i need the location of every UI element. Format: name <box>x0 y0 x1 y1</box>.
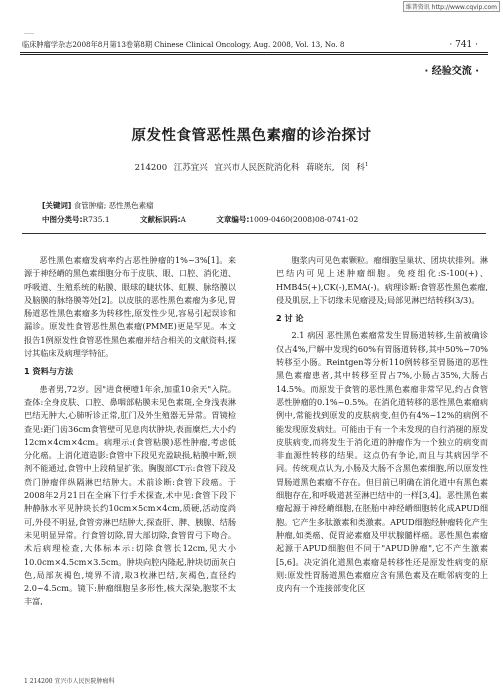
left-column <box>24 254 236 609</box>
header-rule <box>20 52 488 53</box>
author-affiliation: 214200 江苏宜兴 宜兴市人民医院消化科 蒋晓东, 闵 科 <box>134 163 365 173</box>
abstract-divider <box>22 233 486 234</box>
right-column <box>276 254 488 595</box>
keywords-text: 食管肿瘤; 恶性黑色素瘤 <box>73 201 154 210</box>
section-label: · 经验交流 · <box>424 66 479 77</box>
doc-code-value: A <box>180 215 186 224</box>
article-title: 原发性食管恶性黑色素瘤的诊治探讨 <box>131 128 372 144</box>
article-id-value: 1009-0460(2008)08-0741-02 <box>249 215 359 224</box>
section-heading-discussion: 2 讨 论 <box>276 313 304 324</box>
author-footnote: 1 214200 宜兴市人民医院肿瘤科 <box>24 678 115 685</box>
classification-line <box>42 214 386 225</box>
intro-paragraph: 恶性黑色素瘤发病率约占恶性肿瘤的1%~3%[1]。来源于神经嵴的黑色素细胞分布于皮肤、眼、口腔、消化道、呼吸道、生殖系统的粘膜、眼球的睫状体、虹膜、脉络膜以及脑膜的脉络膜等处[2]。以皮肤的恶性黑色素瘤为多见,胃肠道恶性黑色素瘤多为转移性,原发性少见,容易引起误诊和漏诊。原发性食管恶性黑色素瘤(PMME)更是罕见。本文报告1例原发性食管恶性黑色素瘤并结合相关的文献资料,探讨其临床及病理学特征。 <box>24 255 236 359</box>
crop-mark <box>24 33 34 34</box>
keywords-label: [关键词] <box>42 201 72 210</box>
clc-value: R735.1 <box>82 215 110 224</box>
pathology-paragraph: 胞浆内可见色素颗粒。瘤细胞呈巢状、团块状排列。淋巴结内可见上述肿瘤细胞。免疫组化:S-100(+)、HMB45(+),CK(-),EMA(-)。病理诊断:食管恶性黑色素瘤,侵及肌层,上下切缘未见瘤浸及;局部见淋巴结转移(3/3)。 <box>276 255 488 305</box>
author-line <box>0 161 503 173</box>
article-id-label: 文章编号: <box>216 215 250 224</box>
keywords-line <box>42 200 154 211</box>
case-paragraph: 患者男,72岁。因"进食梗噎1年余,加重10余天"入院。查体:全身皮肤、口腔、鼻咽部粘膜未见色素斑,全身浅表淋巴结无肿大,心肺听诊正常,肛门及外生殖器无异常。胃镜检查见:距门齿36cm食管壁可见息肉状肿块,表面糜烂,大小约12cm×4cm×4cm。病理示:(食管粘膜)恶性肿瘤,考虑低分化癌。上消化道造影:食管中下段见充盈缺损,粘膜中断,钡剂不能通过,食管中上段稍显扩张。胸腹部CT示:食管下段及贲门肿瘤伴纵隔淋巴结肿大。术前诊断:食管下段癌。于2008年2月21日在全麻下行手术探查,术中见:食管下段下肿静脉水平见肿块长约10cm×5cm×4cm,质硬,活动度尚可,外侵不明显,食管旁淋巴结肿大,探查肝、脾、胰腺、结肠未见明显异常。行食管切除,胃大部切除,食管胃弓下吻合。术后病理检查,大体标本示:切除食管长12cm,见大小10.0cm×4.5cm×3.5cm。肿块向腔内隆起,肿块切面灰白色,局部灰褐色,境界不清,取3枚淋巴结,灰褐色,直径约2.0~4.5cm。镜下:肿瘤细胞呈多形性,核大深染,胞浆不太丰富, <box>24 383 236 607</box>
clc-label: 中图分类号: <box>42 215 83 224</box>
section-heading-materials: 1 资料与方法 <box>24 366 74 377</box>
doc-code-label: 文献标识码: <box>140 215 181 224</box>
header-rule-thin <box>20 54 488 55</box>
etiology-paragraph: 2.1 病因 恶性黑色素瘤常发生胃肠道转移,生前被确诊仅占4%,尸解中发现约60%有胃肠道转移,其中50%~70%转移至小肠。Reintgen等分析110例转移至胃肠道的恶性黑色素瘤患者,其中转移至胃占7%,小肠占35%,大肠占14.5%。而原发于食管的恶性黑色素瘤非常罕见,约占食管恶性肿瘤的0.1%~0.5%。在消化道转移的恶性黑色素瘤病例中,常能找到原发的皮肤病变,但仍有4%~12%的病例不能发现原发病灶。可能由于有一个未发现的自行消褪的原发皮肤病变,而将发生于消化道的肿瘤作为一个独立的病变而非血源性转移的结果。这点仍有争论,而且与其病因学不同。传统观点认为,小肠及大肠不含黑色素细胞,所以原发性胃肠道黑色素瘤不存在。但目前已明确在消化道中有黑色素细胞存在,和呼吸道甚至淋巴结中的一样[3,4]。恶性黑色素瘤起源于神经嵴细胞,在胚胎中神经嵴细胞转化成APUD细胞。它产生多肽激素和类激素。APUD细胞经肿瘤转化产生肿瘤,如类癌、促胃泌素瘤及甲状腺髓样癌。恶性黑色素瘤起源于APUD细胞但不同于"APUD肿瘤",它不产生激素[5,6]。决定消化道黑色素瘤是转移性还是原发性病变的原则:原发性胃肠道黑色素瘤应含有黑色素及在毗邻病变的上皮内有一个连接部变化区 <box>276 330 488 594</box>
author-footnote-mark: 1 <box>364 162 369 169</box>
page-number: · 741 · <box>449 40 478 50</box>
watermark-link[interactable]: 维普资讯 http://www.cqvip.com <box>403 1 500 12</box>
running-head <box>22 40 492 50</box>
running-head-journal: 临床肿瘤学杂志2008年8月第13卷第8期 Chinese Clinical Oncology, Aug. 2008, Vol. 13, No. 8 <box>22 40 345 49</box>
